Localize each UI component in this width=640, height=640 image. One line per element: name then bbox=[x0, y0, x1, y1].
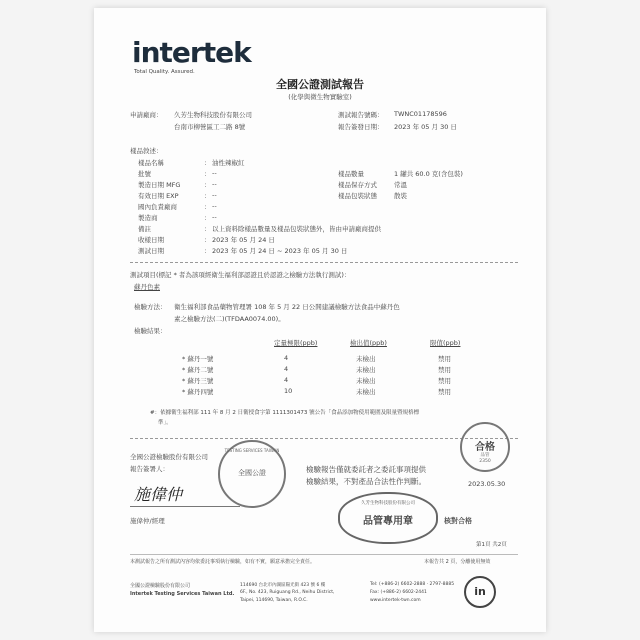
divider bbox=[130, 438, 518, 439]
report-no: TWNC01178596 bbox=[394, 110, 447, 118]
sample-field-label: 樣品包裝狀態 bbox=[338, 192, 377, 200]
intertek-in-icon: in bbox=[464, 576, 496, 608]
applicant-label: 申請廠商： bbox=[130, 111, 163, 119]
notice-line1: 檢驗報告僅就委託者之委託事項提供 bbox=[306, 465, 426, 474]
result-loq: 10 bbox=[284, 387, 293, 395]
taf-seal: 合格 品管 2350 bbox=[460, 422, 510, 472]
disclaimer: 本測試報告之所有測試內容均依委託事項執行檢驗，如有不實，願意承擔完全責任。 bbox=[130, 559, 316, 565]
testing-seal: 全國公證 TESTING SERVICES TAIWAN bbox=[218, 440, 286, 508]
sample-field-value: 常溫 bbox=[394, 181, 407, 189]
col-loq: 定量極限(ppb) bbox=[274, 339, 318, 347]
result-limit: 禁用 bbox=[438, 366, 451, 374]
result-limit: 禁用 bbox=[438, 355, 451, 363]
sample-field-colon: ： bbox=[204, 214, 211, 222]
note-line2: 準」。 bbox=[158, 420, 172, 426]
sample-field-colon: ： bbox=[204, 159, 211, 167]
result-name: * 蘇丹二號 bbox=[182, 366, 214, 374]
sample-field-value: 1 罐共 60.0 克(含包裝) bbox=[394, 170, 463, 178]
sample-field-label: 製造日期 MFG bbox=[138, 181, 181, 189]
sample-field-colon: ： bbox=[204, 225, 211, 233]
pages-total: 本報告共 2 頁，分離使用無效 bbox=[424, 559, 491, 565]
result-name: * 蘇丹三號 bbox=[182, 377, 214, 385]
signer-label: 報告簽署人： bbox=[130, 465, 169, 473]
signature-line bbox=[130, 506, 240, 507]
sample-field-colon: ： bbox=[204, 203, 211, 211]
result-limit: 禁用 bbox=[438, 388, 451, 396]
report-sheet bbox=[94, 8, 546, 632]
sample-field-value: 2023 年 05 月 24 日 ~ 2023 年 05 月 30 日 bbox=[212, 247, 348, 255]
check-stamp: 核對合格 bbox=[444, 517, 472, 525]
sample-field-label: 有效日期 EXP bbox=[138, 192, 179, 200]
company-seal: 久芳生物科技股份有限公司 品管專用章 bbox=[338, 492, 438, 544]
footer-address-en2: Taipei, 114690, Taiwan, R.O.C. bbox=[240, 598, 308, 603]
sample-field-colon: ： bbox=[204, 170, 211, 178]
report-subtitle: (化學與微生物實驗室) bbox=[288, 93, 352, 101]
footer-company-zh: 全國公證檢驗股份有限公司 bbox=[130, 583, 191, 589]
method-line1: 衛生福利部食品藥物管理署 108 年 5 月 22 日公開建議檢驗方法食品中蘇丹色 bbox=[174, 303, 400, 311]
page-number: 第1頁 共2頁 bbox=[476, 542, 507, 548]
result-found: 未檢出 bbox=[356, 388, 376, 396]
logo-tagline: Total Quality. Assured. bbox=[134, 69, 195, 75]
report-date-label: 報告簽發日期： bbox=[338, 123, 384, 131]
sample-field-colon: ： bbox=[204, 181, 211, 189]
result-name: * 蘇丹四號 bbox=[182, 388, 214, 396]
test-items-label: 測試項目(標記 * 者為該項經衛生福利部認證且於認證之檢驗方法執行測試)： bbox=[130, 271, 351, 279]
notice-date: 2023.05.30 bbox=[468, 480, 506, 488]
result-loq: 4 bbox=[284, 376, 289, 384]
result-found: 未檢出 bbox=[356, 377, 376, 385]
sample-field-value: 2023 年 05 月 24 日 bbox=[212, 236, 275, 244]
sample-field-colon: ： bbox=[204, 236, 211, 244]
result-loq: 4 bbox=[284, 354, 289, 362]
handwritten-signature: 施偉仲 bbox=[134, 485, 183, 504]
result-loq: 4 bbox=[284, 365, 289, 373]
applicant-address: 台南市柳營區工二路 8號 bbox=[174, 123, 246, 131]
col-found: 檢出值(ppb) bbox=[350, 339, 387, 347]
col-limit: 限值(ppb) bbox=[430, 339, 461, 347]
test-item-name: 蘇丹色素 bbox=[134, 283, 160, 291]
sample-field-value: -- bbox=[212, 213, 217, 221]
result-found: 未檢出 bbox=[356, 366, 376, 374]
footer-web: www.intertek-twn.com bbox=[370, 598, 421, 603]
sample-field-label: 樣品名稱 bbox=[138, 159, 164, 167]
note-line1: #：依據衛生福利部 111 年 8 月 2 日衛授食字第 1111301473 號公告「食品添加物使用範圍及限量暨規格標 bbox=[150, 410, 420, 416]
method-label: 檢驗方法： bbox=[134, 303, 167, 311]
sign-company: 全國公證檢驗股份有限公司 bbox=[130, 453, 208, 461]
sample-field-label: 樣品保存方式 bbox=[338, 181, 377, 189]
sample-field-label: 備註 bbox=[138, 225, 151, 233]
applicant-name: 久芳生物科技股份有限公司 bbox=[174, 111, 252, 119]
footer-divider bbox=[130, 554, 518, 555]
sample-field-label: 測試日期 bbox=[138, 247, 164, 255]
footer-address-zh: 114690 台北市內湖區陽光街 423 號 6 樓 bbox=[240, 583, 326, 588]
sample-field-value: 油性辣椒紅 bbox=[212, 159, 245, 167]
sample-field-value: 散裝 bbox=[394, 192, 407, 200]
divider bbox=[130, 262, 518, 263]
report-title: 全國公證測試報告 bbox=[276, 78, 364, 91]
sample-field-label: 製造商 bbox=[138, 214, 158, 222]
footer-address-en1: 6F., No. 423, Ruiguang Rd., Neihu District, bbox=[240, 590, 335, 595]
report-date: 2023 年 05 月 30 日 bbox=[394, 123, 457, 131]
method-line2: 素之檢驗方法(二)(TFDAA0074.00)。 bbox=[174, 315, 285, 323]
sample-field-label: 批號 bbox=[138, 170, 151, 178]
sample-field-label: 樣品數量 bbox=[338, 170, 364, 178]
notice-line2: 檢驗結果，不對產品合法性作判斷。 bbox=[306, 477, 426, 486]
result-name: * 蘇丹一號 bbox=[182, 355, 214, 363]
sample-field-value: -- bbox=[212, 202, 217, 210]
result-found: 未檢出 bbox=[356, 355, 376, 363]
sample-section-label: 樣品敘述： bbox=[130, 147, 163, 155]
report-no-label: 測試報告號碼： bbox=[338, 111, 384, 119]
sample-field-label: 國內負責廠商 bbox=[138, 203, 177, 211]
sample-field-value: 以上資料除樣品數量及樣品包裝狀態外，皆由申請廠商提供 bbox=[212, 225, 381, 233]
result-limit: 禁用 bbox=[438, 377, 451, 385]
sample-field-value: -- bbox=[212, 169, 217, 177]
intertek-logo: intertek bbox=[132, 36, 251, 69]
signer-position: 施偉仲/經理 bbox=[130, 517, 165, 525]
sample-field-label: 收樣日期 bbox=[138, 236, 164, 244]
sample-field-colon: ： bbox=[204, 247, 211, 255]
footer-tel: Tel: (+886-2) 6602-2888 · 2797-8885 bbox=[370, 582, 455, 587]
sample-field-value: -- bbox=[212, 191, 217, 199]
sample-field-colon: ： bbox=[204, 192, 211, 200]
footer-fax: Fax: (+886-2) 6602-2441 bbox=[370, 590, 427, 595]
results-label: 檢驗結果： bbox=[134, 327, 167, 335]
sample-field-value: -- bbox=[212, 180, 217, 188]
footer-company-en: Intertek Testing Services Taiwan Ltd. bbox=[130, 591, 235, 597]
